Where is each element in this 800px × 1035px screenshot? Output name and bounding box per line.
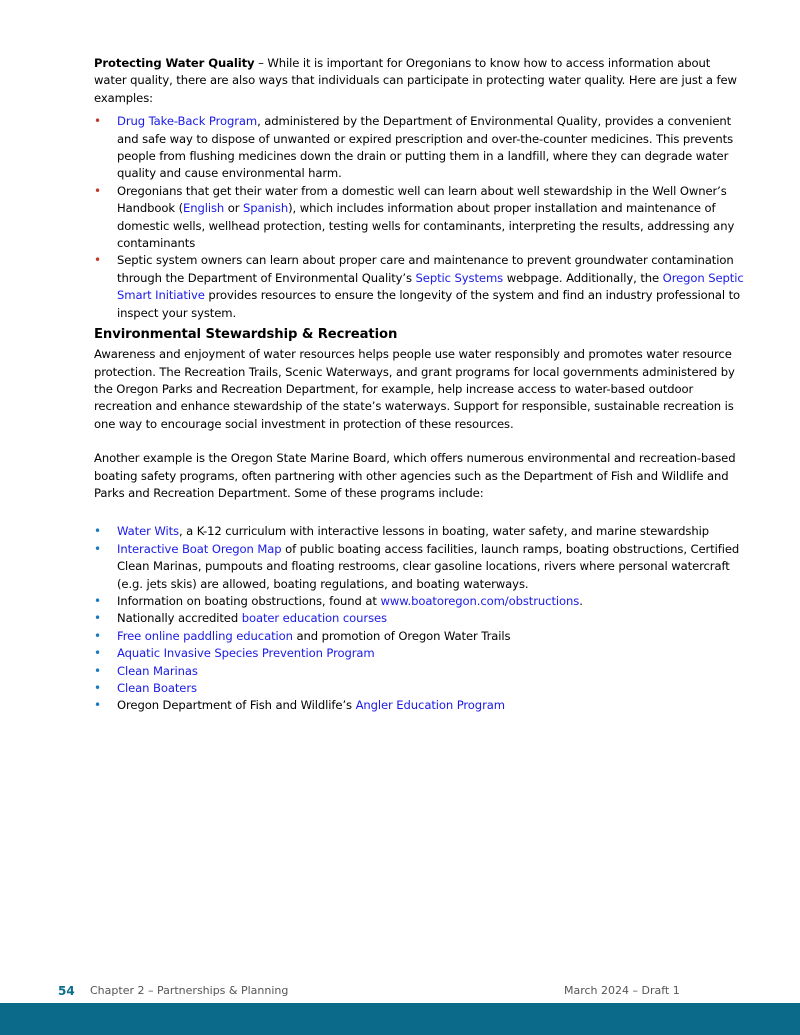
septic-systems-link[interactable]: Septic Systems: [415, 270, 504, 285]
lead-title: Protecting Water Quality: [94, 56, 255, 70]
english-link[interactable]: English: [183, 201, 225, 216]
bullet-icon: •: [94, 663, 101, 678]
lead-text: – While it is important for Oregonians to know how to access information about water quality, there are also ways that individuals can participate in protecting water quality. Here are just a few examples:: [94, 56, 737, 105]
bullet-icon: •: [94, 628, 101, 643]
marine-board-paragraph: Another example is the Oregon State Marine Board, which offers numerous environmental and recreation-based boating safety programs, often partnering with other agencies such as the Department of Fish and Wildlife and Parks and Recreation Department. Some of these programs include:: [94, 451, 736, 500]
page-footer: [58, 983, 758, 999]
list-item: [94, 663, 744, 680]
stewardship-paragraph: Awareness and enjoyment of water resources helps people use water responsibly and promotes water resource protection. The Recreation Trails, Scenic Waterways, and grant programs for local governments administered by the Oregon Parks and Recreation Department, for example, help increase access to water-based outdoor recreation and enhance stewardship of the state’s waterways. Support for responsible, sustainable recreation is one way to encourage social investment in protection of these resources.: [94, 347, 735, 431]
list-item: • Information on boating obstructions, found at www.boatoregon.com/obstructions.: [94, 593, 744, 610]
bullet-icon: •: [94, 646, 101, 661]
angler-education-link[interactable]: Angler Education Program: [355, 698, 505, 713]
section-heading: Environmental Stewardship & Recreation: [94, 327, 398, 343]
marine-programs-list: [94, 523, 744, 714]
footer-bar: [0, 1003, 800, 1035]
list-item: [94, 680, 744, 697]
bullet-icon: •: [94, 698, 101, 713]
spanish-link[interactable]: Spanish: [243, 201, 289, 216]
page-content: [94, 55, 744, 715]
draft-date: March 2024 – Draft 1: [564, 984, 680, 997]
list-item: • Free online paddling education and promotion of Oregon Water Trails: [94, 628, 744, 645]
bullet-icon: •: [94, 681, 101, 695]
bullet-icon: •: [94, 541, 101, 556]
bullet-icon: •: [94, 524, 101, 539]
clean-boaters-link[interactable]: Clean Boaters: [117, 681, 197, 695]
list-item: • Oregon Department of Fish and Wildlife’s Angler Education Program: [94, 697, 744, 714]
list-item: • Interactive Boat Oregon Map of public boating access facilities, launch ramps, boating obstructions, Certified Clean Marinas, pumpouts and floating restrooms, clear gasoline locations, rivers where personal watercraft (e.g. jets skis) are allowed, boating regulations, and boating waterways.: [94, 541, 740, 591]
bullet-icon: •: [94, 114, 101, 129]
water-quality-list: [94, 113, 744, 322]
list-item: • Septic system owners can learn about proper care and maintenance to prevent groundwater contamination through the Department of Environmental Quality’s Septic Systems webpage. Additionally, the Oregon Septic Smart Initiative provides resources to ensure the longevity of the system and find an industry professional to inspect your system.: [94, 253, 744, 320]
paddling-education-link[interactable]: Free online paddling education: [117, 628, 293, 643]
invasive-species-link[interactable]: Aquatic Invasive Species Prevention Program: [117, 646, 375, 661]
clean-marinas-link[interactable]: Clean Marinas: [117, 663, 198, 678]
water-wits-link[interactable]: Water Wits: [117, 524, 179, 539]
drug-take-back-link[interactable]: Drug Take-Back Program: [117, 114, 258, 129]
bullet-icon: •: [94, 593, 101, 608]
septic-smart-link[interactable]: Oregon Septic Smart Initiative: [117, 270, 744, 303]
list-item: • Nationally accredited boater education courses: [94, 610, 744, 627]
bullet-icon: •: [94, 611, 101, 626]
chapter-title: Chapter 2 – Partnerships & Planning: [90, 984, 289, 997]
page-number: 54: [58, 984, 75, 998]
boater-education-link[interactable]: boater education courses: [241, 611, 387, 626]
water-quality-intro: [94, 55, 744, 107]
list-item: • Water Wits, a K-12 curriculum with interactive lessons in boating, water safety, and marine stewardship: [94, 523, 744, 540]
bullet-icon: •: [94, 253, 101, 268]
obstructions-link[interactable]: www.boatoregon.com/obstructions: [380, 593, 580, 608]
list-item: • Drug Take-Back Program, administered by the Department of Environmental Quality, provides a convenient and safe way to dispose of unwanted or expired prescription and over-the-counter medicines. This prevents people from flushing medicines down the drain or putting them in a landfill, where they can degrade water quality and cause environmental harm.: [94, 114, 734, 181]
list-item: [94, 645, 744, 662]
list-item: • Oregonians that get their water from a domestic well can learn about well stewardship in the Well Owner’s Handbook (English or Spanish), which includes information about proper installation and maintenance of domestic wells, wellhead protection, testing wells for contaminants, interpreting the results, addressing any contaminants: [94, 183, 735, 251]
bullet-icon: •: [94, 183, 101, 198]
boat-map-link[interactable]: Interactive Boat Oregon Map: [117, 541, 282, 556]
